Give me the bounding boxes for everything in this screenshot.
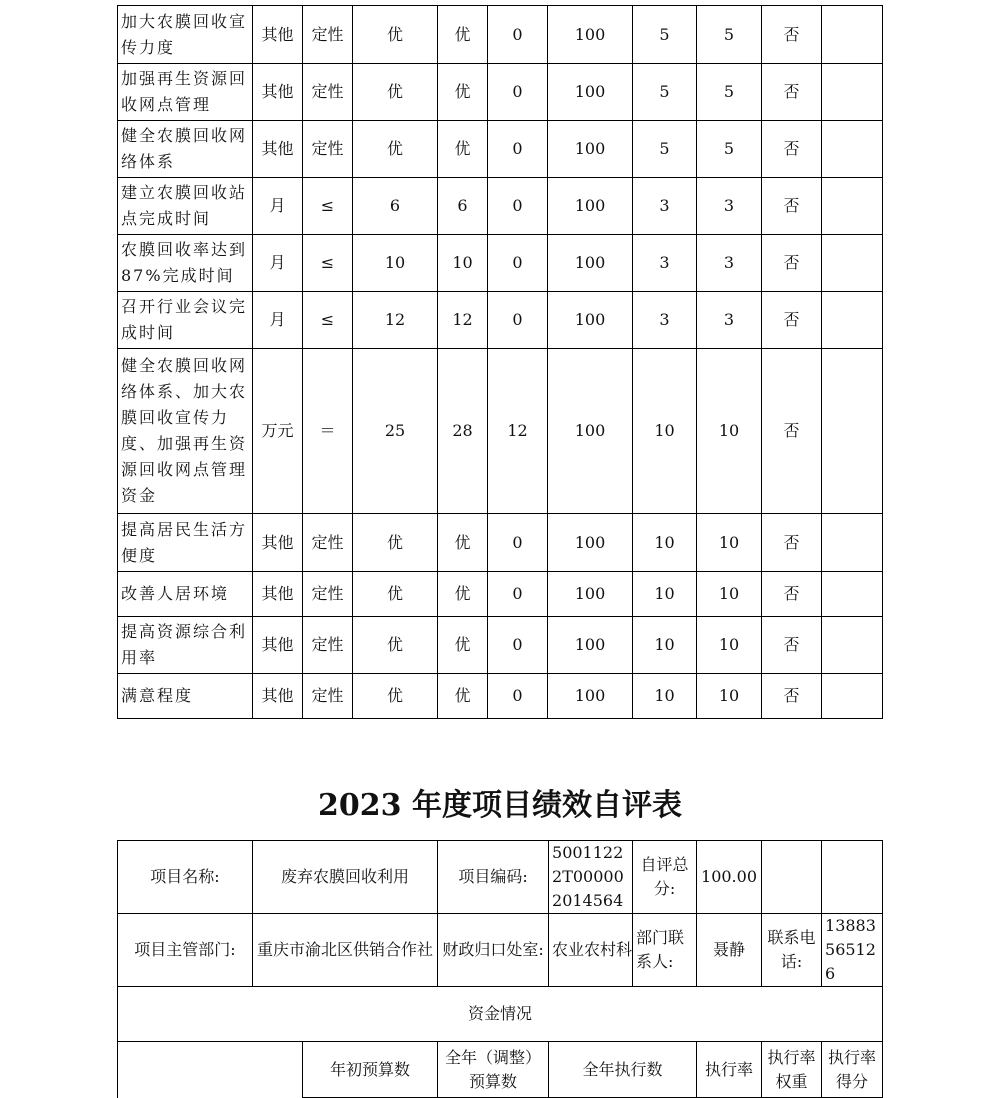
finance-value: 农业农村科 [549,914,633,987]
indicator-name: 提高资源综合利用率 [118,617,253,674]
deviation: 0 [488,178,548,235]
dept-label: 项目主管部门: [118,914,253,987]
indicator-row [118,514,883,572]
target-value: 优 [353,121,438,178]
actual-value: 优 [438,674,488,719]
target-value: 10 [353,235,438,292]
indicator-name: 召开行业会议完成时间 [118,292,253,349]
col-executed: 全年执行数 [549,1042,697,1098]
deviation: 0 [488,292,548,349]
corrected-flag: 否 [762,349,822,514]
score: 10 [697,514,762,572]
note [822,64,883,121]
weight: 3 [633,178,697,235]
actual-value: 优 [438,64,488,121]
target-value: 优 [353,64,438,121]
completion-rate: 100 [548,178,633,235]
symbol: 定性 [303,64,353,121]
corrected-flag: 否 [762,292,822,349]
completion-rate: 100 [548,121,633,178]
indicator-name: 提高居民生活方便度 [118,514,253,572]
self-score-value: 100.00 [697,841,762,914]
symbol: ≤ [303,292,353,349]
weight: 10 [633,349,697,514]
unit: 其他 [253,6,303,64]
deviation: 0 [488,514,548,572]
symbol: 定性 [303,674,353,719]
corrected-flag: 否 [762,617,822,674]
project-name-value: 废弃农膜回收利用 [253,841,438,914]
indicator-table [117,5,883,719]
weight: 3 [633,235,697,292]
note [822,178,883,235]
unit: 其他 [253,514,303,572]
completion-rate: 100 [548,349,633,514]
indicator-name: 加强再生资源回收网点管理 [118,64,253,121]
unit: 万元 [253,349,303,514]
actual-value: 优 [438,514,488,572]
completion-rate: 100 [548,6,633,64]
weight: 10 [633,572,697,617]
unit: 其他 [253,121,303,178]
score: 5 [697,6,762,64]
phone-label: 联系电话: [762,914,822,987]
indicator-row [118,674,883,719]
note [822,121,883,178]
actual-value: 10 [438,235,488,292]
corrected-flag: 否 [762,121,822,178]
score: 10 [697,617,762,674]
self-evaluation-table [117,840,883,1098]
target-value: 优 [353,514,438,572]
symbol: 定性 [303,121,353,178]
actual-value: 优 [438,617,488,674]
deviation: 0 [488,6,548,64]
contact-label: 部门联系人: [633,914,697,987]
self-score-label: 自评总分: [633,841,697,914]
completion-rate: 100 [548,64,633,121]
funds-section-row [118,987,883,1042]
unit: 月 [253,235,303,292]
indicator-name: 健全农膜回收网络体系 [118,121,253,178]
indicator-row [118,178,883,235]
target-value: 12 [353,292,438,349]
indicator-row [118,617,883,674]
target-value: 优 [353,572,438,617]
indicator-name: 满意程度 [118,674,253,719]
weight: 10 [633,674,697,719]
indicator-row [118,235,883,292]
note [822,514,883,572]
unit: 其他 [253,572,303,617]
weight: 5 [633,121,697,178]
project-name-label: 项目名称: [118,841,253,914]
deviation: 0 [488,572,548,617]
symbol: 定性 [303,6,353,64]
target-value: 优 [353,674,438,719]
symbol: ≤ [303,235,353,292]
weight: 10 [633,514,697,572]
deviation: 12 [488,349,548,514]
indicator-row [118,6,883,64]
unit: 月 [253,178,303,235]
empty-cell [822,841,883,914]
deviation: 0 [488,235,548,292]
score: 3 [697,292,762,349]
indicator-row [118,572,883,617]
deviation: 0 [488,121,548,178]
corrected-flag: 否 [762,514,822,572]
completion-rate: 100 [548,674,633,719]
project-code-label: 项目编码: [438,841,549,914]
unit: 其他 [253,674,303,719]
department-row [118,914,883,987]
col-rate: 执行率 [697,1042,762,1098]
indicator-row [118,292,883,349]
indicator-row [118,121,883,178]
col-rate-score: 执行率得分 [822,1042,883,1098]
dept-value: 重庆市渝北区供销合作社 [253,914,438,987]
note [822,349,883,514]
indicator-name: 改善人居环境 [118,572,253,617]
col-initial-budget: 年初预算数 [303,1042,438,1098]
unit: 其他 [253,64,303,121]
completion-rate: 100 [548,292,633,349]
note [822,292,883,349]
completion-rate: 100 [548,514,633,572]
symbol: ＝ [303,349,353,514]
weight: 5 [633,64,697,121]
score: 10 [697,349,762,514]
score: 5 [697,64,762,121]
indicator-row [118,349,883,514]
target-value: 优 [353,6,438,64]
actual-value: 12 [438,292,488,349]
completion-rate: 100 [548,572,633,617]
corrected-flag: 否 [762,674,822,719]
deviation: 0 [488,64,548,121]
symbol: 定性 [303,617,353,674]
indicator-name: 加大农膜回收宣传力度 [118,6,253,64]
indicator-row [118,64,883,121]
deviation: 0 [488,617,548,674]
completion-rate: 100 [548,235,633,292]
actual-value: 优 [438,121,488,178]
weight: 5 [633,6,697,64]
actual-value: 优 [438,6,488,64]
symbol: 定性 [303,572,353,617]
note [822,674,883,719]
indicator-name: 农膜回收率达到87%完成时间 [118,235,253,292]
unit: 其他 [253,617,303,674]
funds-section-label: 资金情况 [118,987,883,1042]
indicator-name: 健全农膜回收网络体系、加大农膜回收宣传力度、加强再生资源回收网点管理资金 [118,349,253,514]
corrected-flag: 否 [762,572,822,617]
actual-value: 28 [438,349,488,514]
score: 3 [697,178,762,235]
target-value: 6 [353,178,438,235]
empty-cell [762,841,822,914]
unit: 月 [253,292,303,349]
score: 5 [697,121,762,178]
note [822,572,883,617]
weight: 10 [633,617,697,674]
deviation: 0 [488,674,548,719]
score: 10 [697,572,762,617]
corrected-flag: 否 [762,6,822,64]
empty-cell [118,1042,303,1098]
score: 3 [697,235,762,292]
project-code-value: 50011222T000002014564 [549,841,633,914]
weight: 3 [633,292,697,349]
indicator-name: 建立农膜回收站点完成时间 [118,178,253,235]
funds-header-row [118,1042,883,1098]
note [822,617,883,674]
corrected-flag: 否 [762,64,822,121]
corrected-flag: 否 [762,178,822,235]
col-adjusted-budget: 全年（调整）预算数 [438,1042,549,1098]
actual-value: 6 [438,178,488,235]
project-info-row [118,841,883,914]
completion-rate: 100 [548,617,633,674]
symbol: ≤ [303,178,353,235]
target-value: 优 [353,617,438,674]
target-value: 25 [353,349,438,514]
finance-label: 财政归口处室: [438,914,549,987]
corrected-flag: 否 [762,235,822,292]
col-rate-weight: 执行率权重 [762,1042,822,1098]
score: 10 [697,674,762,719]
note [822,235,883,292]
note [822,6,883,64]
actual-value: 优 [438,572,488,617]
phone-value: 13883565126 [822,914,883,987]
symbol: 定性 [303,514,353,572]
page-title: 2023 年度项目绩效自评表 [318,788,682,823]
contact-value: 聂静 [697,914,762,987]
